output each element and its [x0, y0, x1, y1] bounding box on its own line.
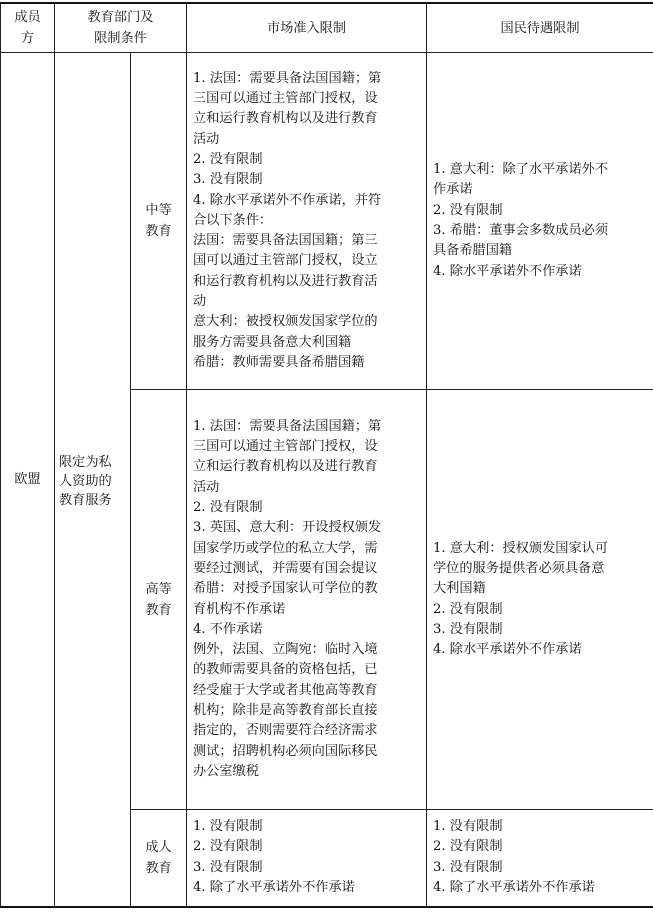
- text-line: 活动: [193, 131, 220, 147]
- level-cell: 中等 教育: [131, 53, 187, 390]
- text-line: 3. 没有限制: [193, 172, 263, 188]
- text-line: 1. 意大利：除了水平承诺外不: [433, 162, 609, 178]
- text-line: 和运行教育机构以及进行教育活: [193, 273, 378, 289]
- text-line: 经受雇于大学或者其他高等教育: [193, 682, 378, 698]
- market-access-cell: [187, 810, 427, 907]
- header-sector: 教育部门及 限制条件: [55, 3, 187, 53]
- text-line: 3. 没有限制: [193, 859, 263, 875]
- header-member: 成员 方: [1, 3, 55, 53]
- text-line: 意大利：被授权颁发国家学位的: [193, 314, 378, 330]
- text-line: 3. 英国、意大利：开设授权颁发: [193, 520, 382, 536]
- market-access-cell: [187, 390, 427, 810]
- market-access-cell: [187, 53, 427, 390]
- national-treatment-cell: [427, 810, 653, 907]
- text-line: 3. 希腊：董事会多数成员必须: [433, 223, 609, 238]
- text-line: 国家学历或学位的私立大学，需: [193, 540, 378, 556]
- text-line: 作承诺: [433, 182, 473, 198]
- text-line: 活动: [193, 479, 220, 495]
- text-line: 2. 没有限制: [433, 202, 503, 218]
- text-line: 指定的，否则需要符合经济需求: [193, 723, 378, 739]
- text-line: 国可以通过主管部门授权，设立: [193, 253, 378, 269]
- text-line: 3. 没有限制: [433, 621, 503, 637]
- text-line: 例外，法国、立陶宛：临时入境: [193, 642, 378, 658]
- text-line: 2. 没有限制: [193, 151, 263, 167]
- text-line: 2. 没有限制: [433, 601, 503, 617]
- text-line: 4. 不作承诺: [193, 621, 263, 637]
- text-line: 服务方需要具备意大利国籍: [193, 334, 352, 350]
- header-market-access: 市场准入限制: [187, 3, 427, 53]
- text-line: 大利国籍: [433, 581, 486, 597]
- member-cell: 欧盟: [1, 53, 55, 907]
- text-line: 4. 除水平承诺外不作承诺: [433, 263, 582, 279]
- text-line: 具备希腊国籍: [433, 243, 513, 259]
- header-national-treatment: 国民待遇限制: [427, 3, 653, 53]
- text-line: 办公室缴税: [193, 763, 259, 779]
- text-line: 机构；除非是高等教育部长直接: [193, 702, 378, 718]
- text-line: 学位的服务提供者必须具备意: [433, 560, 605, 576]
- text-line: 希腊：教师需要具备希腊国籍: [193, 354, 365, 370]
- text-line: 育机构不作承诺: [193, 601, 286, 617]
- scope-cell: 限定为私 人资助的 教育服务: [55, 53, 131, 907]
- text-line: 立和运行教育机构以及进行教育: [193, 111, 378, 127]
- text-line: 4. 除了水平承诺外不作承诺: [433, 880, 595, 896]
- national-treatment-cell: [427, 390, 653, 810]
- text-line: 立和运行教育机构以及进行教育: [193, 459, 378, 475]
- text-line: 4. 除水平承诺外不作承诺: [433, 642, 582, 658]
- row-secondary: [1, 53, 653, 390]
- text-line: 1. 法国：需要具备法国国籍；第: [193, 418, 382, 434]
- level-cell: 高等 教育: [131, 390, 187, 810]
- text-line: 动: [193, 294, 207, 310]
- level-cell: 成人 教育: [131, 810, 187, 907]
- text-line: 4. 除了水平承诺外不作承诺: [193, 880, 355, 896]
- text-line: 法国：需要具备法国国籍；第三: [193, 233, 378, 249]
- text-line: 要经过测试，并需要有国会提议: [193, 560, 378, 576]
- text-line: 希腊：对授予国家认可学位的教: [193, 581, 378, 597]
- text-line: 测试；招聘机构必须向国际移民: [193, 743, 378, 759]
- text-line: 三国可以通过主管部门授权，设: [193, 439, 378, 455]
- text-line: 1. 意大利：授权颁发国家认可: [433, 540, 609, 556]
- text-line: 三国可以通过主管部门授权，设: [193, 91, 378, 107]
- text-line: 3. 没有限制: [433, 859, 503, 875]
- education-restrictions-table: [0, 2, 653, 908]
- header-row: [1, 3, 653, 53]
- text-line: 1. 法国：需要具备法国国籍；第: [193, 70, 382, 86]
- national-treatment-cell: [427, 53, 653, 390]
- text-line: 4. 除水平承诺外不作承诺，并符: [193, 192, 382, 208]
- text-line: 合以下条件：: [193, 212, 273, 228]
- text-line: 2. 没有限制: [193, 500, 263, 516]
- text-line: 1. 没有限制: [433, 819, 503, 835]
- text-line: 2. 没有限制: [193, 839, 263, 855]
- text-line: 1. 没有限制: [193, 819, 263, 835]
- text-line: 的教师需要具备的资格包括，已: [193, 662, 378, 678]
- text-line: 2. 没有限制: [433, 839, 503, 855]
